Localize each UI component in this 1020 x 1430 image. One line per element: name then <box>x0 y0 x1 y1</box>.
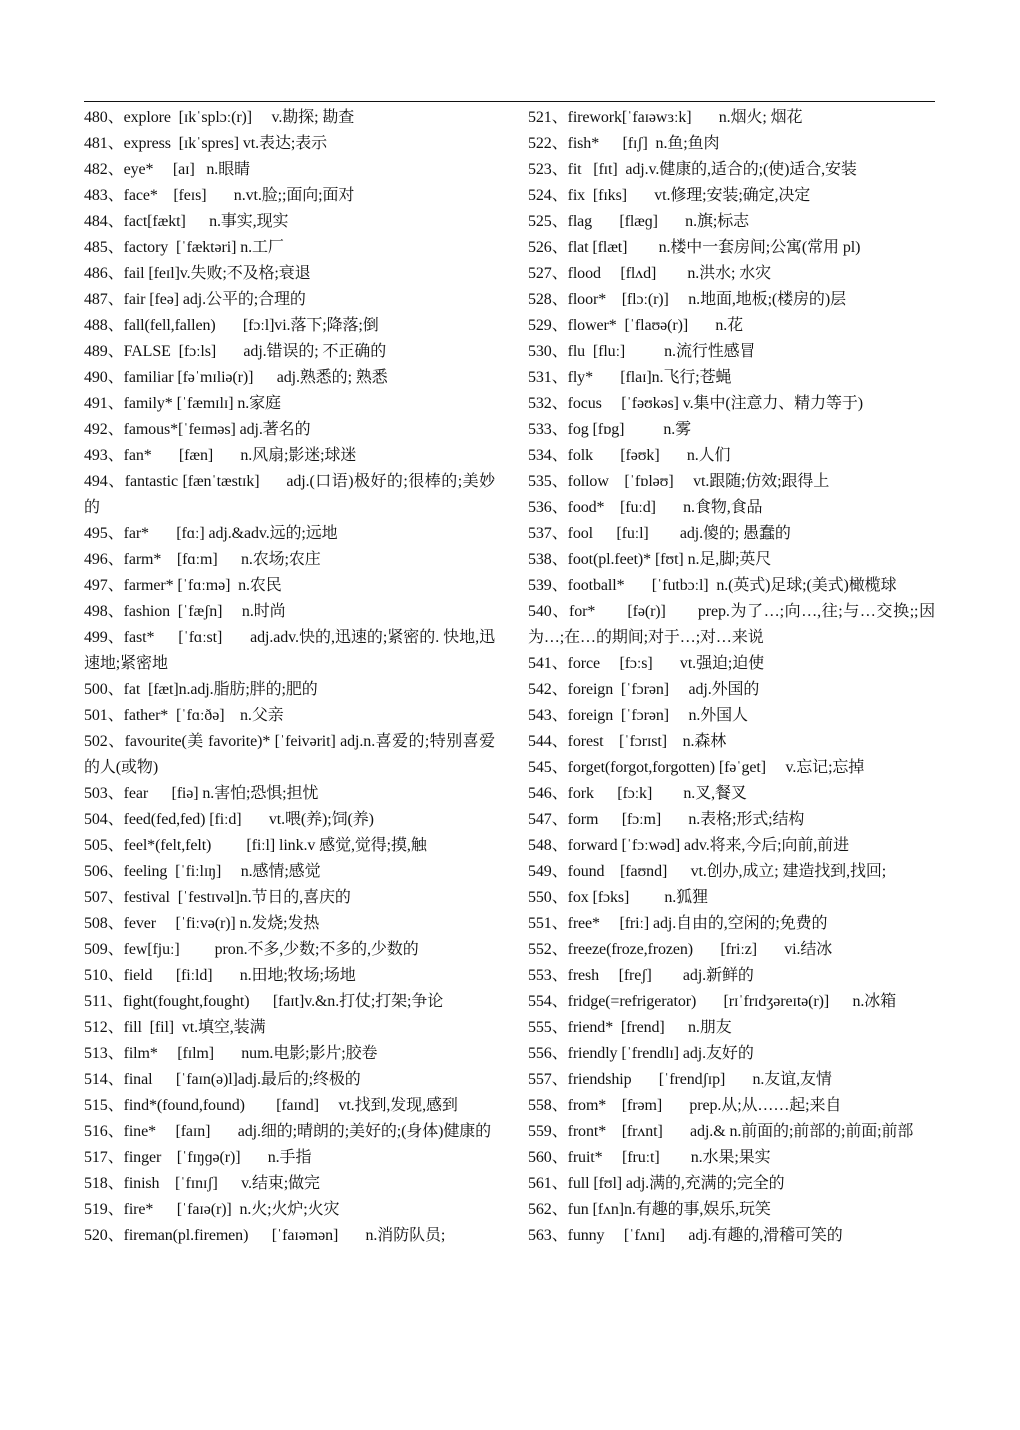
vocab-entry-557: 557、friendship [ˈfrendʃɪp] n.友谊,友情 <box>528 1071 832 1088</box>
vocab-entry-534: 534、folk [fəʊk] n.人们 <box>528 447 731 464</box>
vocab-entry-519: 519、fire* [ˈfaɪə(r)] n.火;火炉;火灾 <box>84 1201 340 1218</box>
vocab-entry-490: 490、familiar [fəˈmɪliə(r)] adj.熟悉的; 熟悉 <box>84 369 388 386</box>
vocab-entry-550: 550、fox [fɔks] n.狐狸 <box>528 889 708 906</box>
vocab-entry-499: 499、fast* [ˈfɑːst] adj.adv.快的,迅速的;紧密的. 快地,迅速地;紧密地 <box>84 629 495 672</box>
vocab-entry-516: 516、fine* [faɪn] adj.细的;晴朗的;美好的;(身体)健康的 <box>84 1123 492 1140</box>
vocab-entry-509: 509、few[fjuː] pron.不多,少数;不多的,少数的 <box>84 941 419 958</box>
vocab-entry-485: 485、factory [ˈfæktəri] n.工厂 <box>84 239 284 256</box>
vocab-entry-525: 525、flag [flæɡ] n.旗;标志 <box>528 213 750 230</box>
vocab-entry-510: 510、field [fiːld] n.田地;牧场;场地 <box>84 967 356 984</box>
vocab-entry-553: 553、fresh [freʃ] adj.新鲜的 <box>528 967 754 984</box>
vocab-entry-508: 508、fever [ˈfiːvə(r)] n.发烧;发热 <box>84 915 320 932</box>
vocab-entry-520: 520、fireman(pl.firemen) [ˈfaɪəmən] n.消防队员; <box>84 1227 446 1244</box>
vocab-entry-552: 552、freeze(froze,frozen) [friːz] vi.结冰 <box>528 941 833 958</box>
vocab-entry-511: 511、fight(fought,fought) [faɪt]v.&n.打仗;打架;争论 <box>84 993 444 1010</box>
vocab-entry-540: 540、for* [fə(r)] prep.为了…;向…,往;与…交换;;因为…;在…的期间;对于…;对…来说 <box>528 603 935 646</box>
vocab-entry-541: 541、force [fɔːs] vt.强迫;迫使 <box>528 655 765 672</box>
vocab-entry-531: 531、fly* [flaɪ]n.飞行;苍蝇 <box>528 369 732 386</box>
vocab-entry-504: 504、feed(fed,fed) [fiːd] vt.喂(养);饲(养) <box>84 811 374 828</box>
vocab-entry-505: 505、feel*(felt,felt) [fiːl] link.v 感觉,觉得;摸,触 <box>84 837 427 854</box>
vocab-entry-481: 481、express [ɪkˈspres] vt.表达;表示 <box>84 135 327 152</box>
vocab-entry-527: 527、flood [flʌd] n.洪水; 水灾 <box>528 265 772 282</box>
vocab-entry-528: 528、floor* [flɔː(r)] n.地面,地板;(楼房的)层 <box>528 291 846 308</box>
vocab-entry-537: 537、fool [fuːl] adj.傻的; 愚蠢的 <box>528 525 791 542</box>
vocab-entry-521: 521、firework[ˈfaɪəwɜːk] n.烟火; 烟花 <box>528 109 803 126</box>
vocab-entry-487: 487、fair [feə] adj.公平的;合理的 <box>84 291 306 308</box>
vocab-entry-536: 536、food* [fuːd] n.食物,食品 <box>528 499 763 516</box>
vocab-entry-501: 501、father* [ˈfɑːðə] n.父亲 <box>84 707 284 724</box>
vocab-entry-530: 530、flu [fluː] n.流行性感冒 <box>528 343 756 360</box>
header-rule <box>84 101 935 102</box>
vocab-entry-545: 545、forget(forgot,forgotten) [fəˈget] v.忘记;忘掉 <box>528 759 865 776</box>
vocab-entry-546: 546、fork [fɔːk] n.叉,餐叉 <box>528 785 747 802</box>
vocab-entry-522: 522、fish* [fɪʃ] n.鱼;鱼肉 <box>528 135 720 152</box>
vocab-entry-559: 559、front* [frʌnt] adj.& n.前面的;前部的;前面;前部 <box>528 1123 914 1140</box>
vocab-entry-524: 524、fix [fɪks] vt.修理;安装;确定,决定 <box>528 187 811 204</box>
vocab-entry-560: 560、fruit* [fruːt] n.水果;果实 <box>528 1149 771 1166</box>
vocab-entry-489: 489、FALSE [fɔːls] adj.错误的; 不正确的 <box>84 343 387 360</box>
vocab-entry-513: 513、film* [fɪlm] num.电影;影片;胶卷 <box>84 1045 378 1062</box>
vocab-entry-493: 493、fan* [fæn] n.风扇;影迷;球迷 <box>84 447 357 464</box>
vocab-entry-563: 563、funny [ˈfʌnɪ] adj.有趣的,滑稽可笑的 <box>528 1227 843 1244</box>
vocab-entry-518: 518、finish [ˈfɪnɪʃ] v.结束;做完 <box>84 1175 320 1192</box>
vocab-entry-532: 532、focus [ˈfəʊkəs] v.集中(注意力、精力等于) <box>528 395 863 412</box>
vocab-entry-561: 561、full [fʊl] adj.满的,充满的;完全的 <box>528 1175 785 1192</box>
vocab-entry-542: 542、foreign [ˈfɔrən] adj.外国的 <box>528 681 760 698</box>
left-column <box>84 105 495 1249</box>
vocab-entry-517: 517、finger [ˈfɪŋɡə(r)] n.手指 <box>84 1149 312 1166</box>
vocab-entry-526: 526、flat [flæt] n.楼中一套房间;公寓(常用 pl) <box>528 239 861 256</box>
vocab-entry-543: 543、foreign [ˈfɔrən] n.外国人 <box>528 707 748 724</box>
vocab-entry-533: 533、fog [fɒg] n.雾 <box>528 421 692 438</box>
vocab-entry-512: 512、fill [fil] vt.填空,装满 <box>84 1019 266 1036</box>
vocab-entry-492: 492、famous*[ˈfeɪməs] adj.著名的 <box>84 421 311 438</box>
vocab-entry-486: 486、fail [feɪl]v.失败;不及格;衰退 <box>84 265 311 282</box>
vocab-entry-529: 529、flower* [ˈflaʊə(r)] n.花 <box>528 317 744 334</box>
vocab-entry-544: 544、forest [ˈfɔrɪst] n.森林 <box>528 733 727 750</box>
vocab-entry-506: 506、feeling [ˈfiːlɪŋ] n.感情;感觉 <box>84 863 321 880</box>
vocab-entry-488: 488、fall(fell,fallen) [fɔːl]vi.落下;降落;倒 <box>84 317 379 334</box>
vocab-entry-483: 483、face* [feɪs] n.vt.脸;;面向;面对 <box>84 187 355 204</box>
vocab-entry-558: 558、from* [frəm] prep.从;从……起;来自 <box>528 1097 842 1114</box>
vocab-entry-515: 515、find*(found,found) [faɪnd] vt.找到,发现,感到 <box>84 1097 458 1114</box>
vocab-entry-547: 547、form [fɔːm] n.表格;形式;结构 <box>528 811 805 828</box>
vocab-entry-549: 549、found [faʊnd] vt.创办,成立; 建造找到,找回; <box>528 863 887 880</box>
vocab-entry-496: 496、farm* [fɑːm] n.农场;农庄 <box>84 551 321 568</box>
vocab-entry-556: 556、friendly [ˈfrendlɪ] adj.友好的 <box>528 1045 754 1062</box>
vocab-entry-539: 539、football* [ˈfutbɔːl] n.(英式)足球;(美式)橄榄球 <box>528 577 897 594</box>
vocab-entry-514: 514、final [ˈfaɪn(ə)l]adj.最后的;终极的 <box>84 1071 361 1088</box>
vocab-entry-494: 494、fantastic [fænˈtæstɪk] adj.(口语)极好的;很棒的;美妙的 <box>84 473 495 516</box>
vocab-entry-498: 498、fashion [ˈfæʃn] n.时尚 <box>84 603 286 620</box>
vocab-entry-507: 507、festival [ˈfestɪvəl]n.节日的,喜庆的 <box>84 889 351 906</box>
vocab-entry-484: 484、fact[fækt] n.事实,现实 <box>84 213 289 230</box>
vocab-entry-502: 502、favourite(美 favorite)* [ˈfeivərit] adj.n.喜爱的;特别喜爱的人(或物) <box>84 733 495 776</box>
vocab-entry-503: 503、fear [fiə] n.害怕;恐惧;担忧 <box>84 785 319 802</box>
vocab-entry-523: 523、fit [fɪt] adj.v.健康的,适合的;(使)适合,安装 <box>528 161 857 178</box>
vocab-entry-554: 554、fridge(=refrigerator) [rɪˈfrɪdʒəreɪtə(r)] n.冰箱 <box>528 993 897 1010</box>
vocab-entry-551: 551、free* [friː] adj.自由的,空闲的;免费的 <box>528 915 828 932</box>
vocab-entry-500: 500、fat [fæt]n.adj.脂肪;胖的;肥的 <box>84 681 318 698</box>
vocab-entry-497: 497、farmer* [ˈfɑːmə] n.农民 <box>84 577 282 594</box>
vocab-entry-548: 548、forward [ˈfɔːwəd] adv.将来,今后;向前,前进 <box>528 837 849 854</box>
vocab-entry-491: 491、family* [ˈfæmɪlɪ] n.家庭 <box>84 395 281 412</box>
vocab-entry-562: 562、fun [fʌn]n.有趣的事,娱乐,玩笑 <box>528 1201 771 1218</box>
right-column <box>528 105 935 1249</box>
vocab-entry-495: 495、far* [fɑː] adj.&adv.远的;远地 <box>84 525 338 542</box>
vocab-entry-555: 555、friend* [frend] n.朋友 <box>528 1019 732 1036</box>
vocab-entry-482: 482、eye* [aɪ] n.眼睛 <box>84 161 251 178</box>
vocab-entry-480: 480、explore [ɪkˈsplɔː(r)] v.勘探; 勘查 <box>84 109 355 126</box>
vocab-entry-538: 538、foot(pl.feet)* [fʊt] n.足,脚;英尺 <box>528 551 772 568</box>
vocab-entry-535: 535、follow [ˈfɒləʊ] vt.跟随;仿效;跟得上 <box>528 473 830 490</box>
